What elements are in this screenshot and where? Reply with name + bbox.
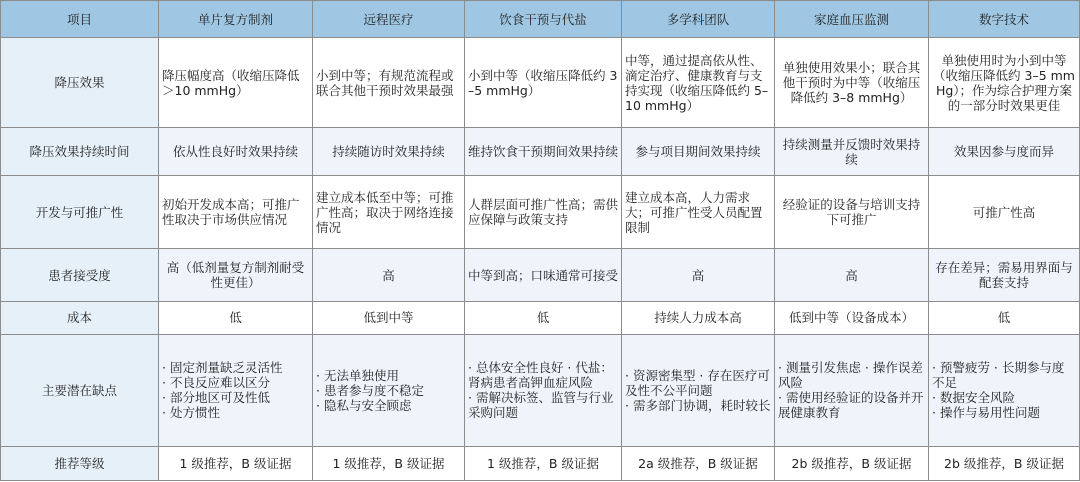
table-cell: 持续人力成本高 xyxy=(622,301,775,334)
table-cell: 效果因参与度而异 xyxy=(929,128,1080,176)
bullet-item: · 资源密集型 · 存在医疗可及性不公平问题 xyxy=(625,367,770,398)
table-cell: 高 xyxy=(622,249,775,302)
table-cell: 2a 级推荐，B 级证据 xyxy=(622,446,775,480)
table-cell: 1 级推荐，B 级证据 xyxy=(313,446,465,480)
table-row xyxy=(1,176,1080,249)
table-cell: 低到中等 xyxy=(313,301,465,334)
header-cell-digital: 数字技术 xyxy=(929,1,1080,38)
table-cell: 单独使用效果小；联合其他干预时为中等（收缩压降低约 3–8 mmHg） xyxy=(775,38,929,128)
table-row xyxy=(1,335,1080,447)
row-label: 开发与可推广性 xyxy=(1,176,159,249)
bullet-item: · 无法单独使用 xyxy=(316,367,399,383)
table-cell: 持续测量并反馈时效果持续 xyxy=(775,128,929,176)
table-row xyxy=(1,249,1080,302)
table-row xyxy=(1,446,1080,480)
row-label: 推荐等级 xyxy=(1,446,159,480)
bullet-item: · 隐私与安全顾虑 xyxy=(316,397,412,413)
table-cell: 降压幅度高（收缩压降低＞10 mmHg） xyxy=(159,38,313,128)
table-row xyxy=(1,128,1080,176)
bullet-item: · 总体安全性良好 · 代盐：肾病患者高钾血症风险 xyxy=(468,360,613,391)
table-cell: 高（低剂量复方制剂耐受性更佳） xyxy=(159,249,313,302)
header-cell-team: 多学科团队 xyxy=(622,1,775,38)
row-label: 成本 xyxy=(1,301,159,334)
bullet-item: · 需多部门协调，耗时较长 xyxy=(625,397,771,413)
table-cell: 初始开发成本高；可推广性取决于市场供应情况 xyxy=(159,176,313,249)
bullet-item: · 测量引发焦虑 · 操作误差风险 xyxy=(778,360,923,391)
table-cell: 高 xyxy=(313,249,465,302)
table-cell: 参与项目期间效果持续 xyxy=(622,128,775,176)
table-row xyxy=(1,301,1080,334)
table-cell xyxy=(159,335,313,447)
header-cell-telemedicine: 远程医疗 xyxy=(313,1,465,38)
table-cell: 维持饮食干预期间效果持续 xyxy=(465,128,622,176)
table-row xyxy=(1,38,1080,128)
table-cell: 依从性良好时效果持续 xyxy=(159,128,313,176)
bullet-item: · 需解决标签、监管与行业采购问题 xyxy=(468,390,614,421)
table-cell: 人群层面可推广性高；需供应保障与政策支持 xyxy=(465,176,622,249)
table-cell: 低 xyxy=(159,301,313,334)
bullet-item: · 预警疲劳 · 长期参与度不足 xyxy=(932,360,1065,391)
table-cell: 2b 级推荐，B 级证据 xyxy=(775,446,929,480)
table-cell: 建立成本高，人力需求大；可推广性受人员配置限制 xyxy=(622,176,775,249)
table-cell: 1 级推荐，B 级证据 xyxy=(159,446,313,480)
header-cell-home-bp: 家庭血压监测 xyxy=(775,1,929,38)
table-cell: 建立成本低至中等；可推广性高；取决于网络连接情况 xyxy=(313,176,465,249)
table-cell: 高 xyxy=(775,249,929,302)
table-cell: 低 xyxy=(929,301,1080,334)
header-cell-item: 项目 xyxy=(1,1,159,38)
table-cell xyxy=(775,335,929,447)
table-cell: 2b 级推荐，B 级证据 xyxy=(929,446,1080,480)
row-label: 降压效果持续时间 xyxy=(1,128,159,176)
bullet-item: · 不良反应难以区分 xyxy=(162,375,270,391)
row-label: 降压效果 xyxy=(1,38,159,128)
table-cell: 低 xyxy=(465,301,622,334)
table-cell: 持续随访时效果持续 xyxy=(313,128,465,176)
table-cell: 低到中等（设备成本） xyxy=(775,301,929,334)
table-cell: 小到中等（收缩压降低约 3–5 mmHg） xyxy=(465,38,622,128)
header-cell-diet-salt: 饮食干预与代盐 xyxy=(465,1,622,38)
bullet-item: · 操作与易用性问题 xyxy=(932,405,1040,421)
table-cell: 1 级推荐，B 级证据 xyxy=(465,446,622,480)
header-cell-single-pill: 单片复方制剂 xyxy=(159,1,313,38)
bullet-item: · 需使用经验证的设备并开展健康教育 xyxy=(778,390,924,421)
table-cell: 单独使用时为小到中等（收缩压降低约 3–5 mmHg）；作为综合护理方案的一部分时效果更佳 xyxy=(929,38,1080,128)
header-row xyxy=(1,1,1080,38)
bullet-item: · 固定剂量缺乏灵活性 xyxy=(162,360,283,376)
table-cell xyxy=(313,335,465,447)
bullet-item: · 患者参与度不稳定 xyxy=(316,382,424,398)
bullet-item: · 部分地区可及性低 xyxy=(162,390,270,406)
row-label: 主要潜在缺点 xyxy=(1,335,159,447)
row-label: 患者接受度 xyxy=(1,249,159,302)
table-cell xyxy=(465,335,622,447)
bullet-item: · 处方惯性 xyxy=(162,405,220,421)
bullet-item: · 数据安全风险 xyxy=(932,390,1015,406)
table-cell: 中等到高；口味通常可接受 xyxy=(465,249,622,302)
table-cell xyxy=(929,335,1080,447)
table-cell: 经验证的设备与培训支持下可推广 xyxy=(775,176,929,249)
table-cell: 可推广性高 xyxy=(929,176,1080,249)
table-cell: 小到中等；有规范流程或联合其他干预时效果最强 xyxy=(313,38,465,128)
table-cell: 存在差异；需易用界面与配套支持 xyxy=(929,249,1080,302)
table-cell: 中等，通过提高依从性、滴定治疗、健康教育与支持实现（收缩压降低约 5–10 mmHg） xyxy=(622,38,775,128)
table-cell xyxy=(622,335,775,447)
